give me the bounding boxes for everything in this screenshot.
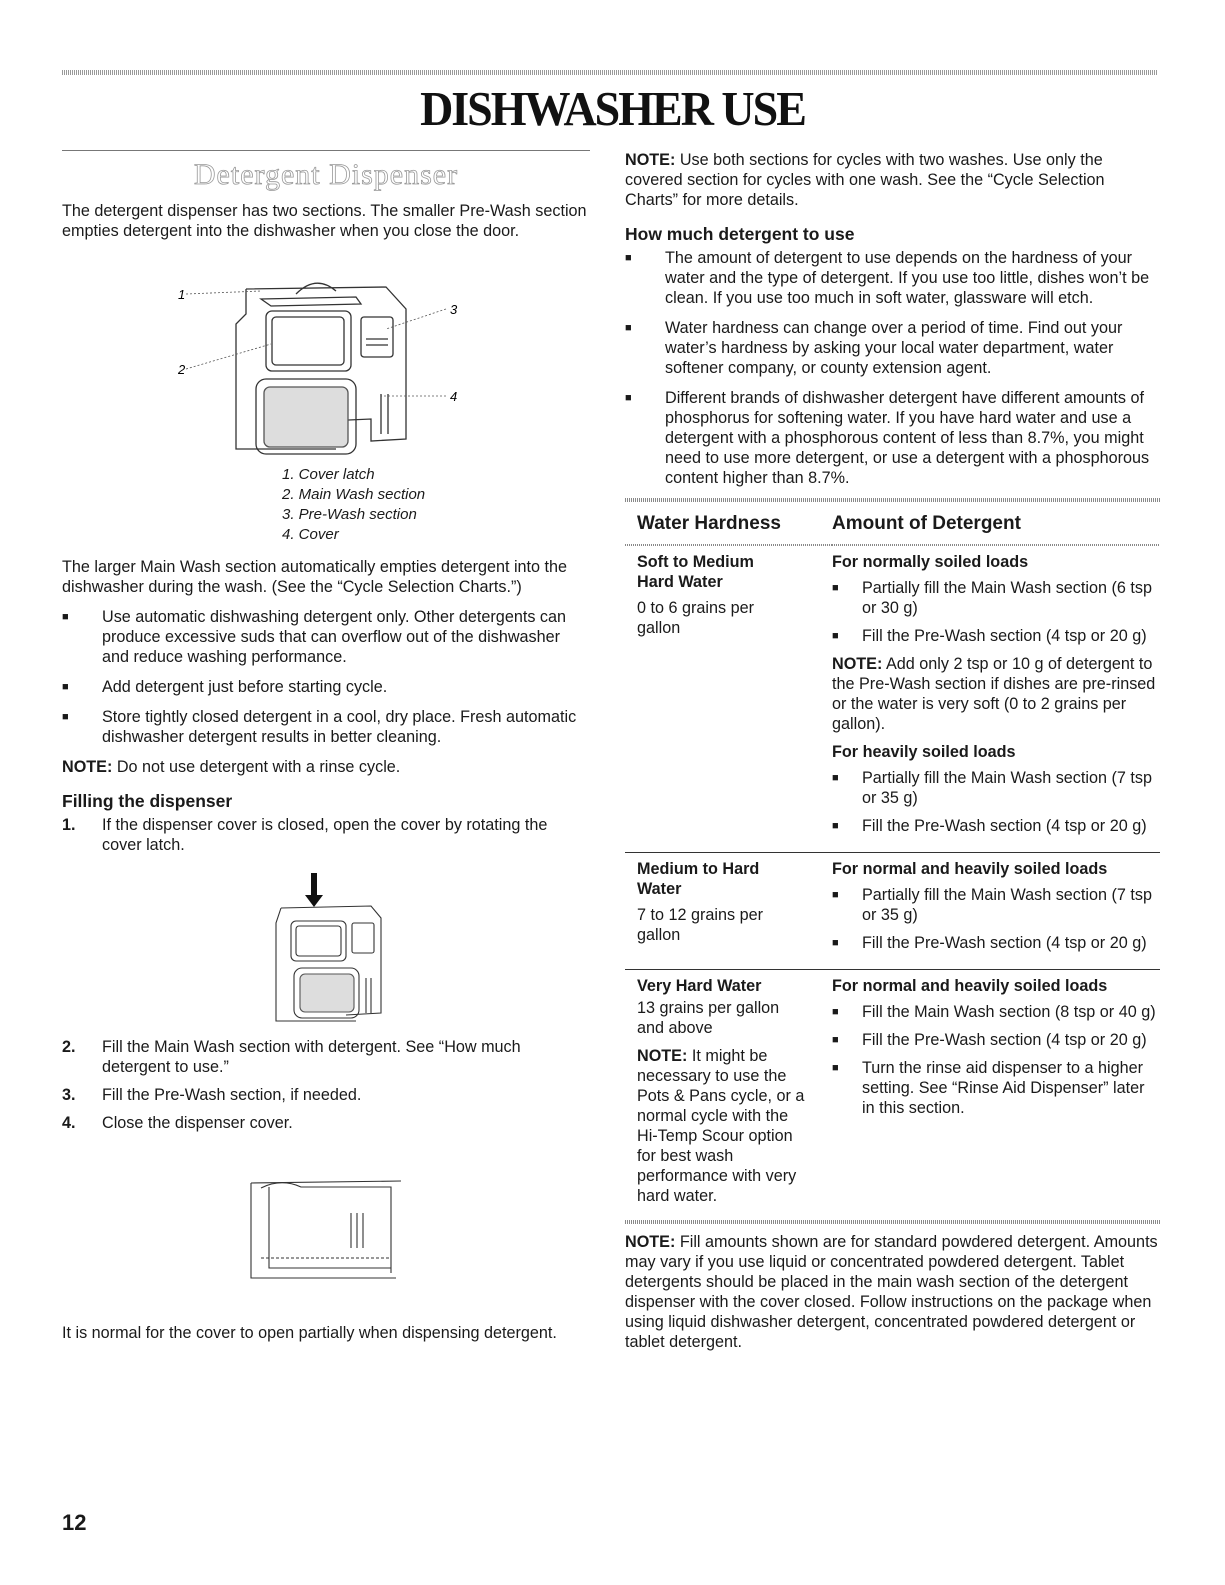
list-item: ■ Use automatic dishwashing detergent only. Other detergents can produce excessive suds that can overflow out of the dishwasher and reduce washing performance.	[62, 607, 590, 667]
table-row	[625, 970, 1160, 1215]
load-heading: For heavily soiled loads	[832, 743, 1016, 761]
step-1	[62, 815, 590, 855]
table-row	[625, 853, 1160, 970]
step-text: If the dispenser cover is closed, open the cover by rotating the cover latch.	[102, 816, 548, 854]
note-text: Do not use detergent with a rinse cycle.	[112, 758, 401, 776]
caption-item: 1. Cover latch	[282, 466, 375, 483]
step-number: 4.	[62, 1114, 76, 1132]
list-item: ■ Partially fill the Main Wash section (7 tsp or 35 g)	[832, 768, 1160, 808]
list-item: ■ Partially fill the Main Wash section (7 tsp or 35 g)	[832, 885, 1160, 925]
sections-note	[625, 150, 1160, 210]
amount-list	[832, 768, 1160, 836]
note-label: NOTE:	[62, 758, 113, 776]
open-cover-diagram	[256, 873, 396, 1023]
note-label: NOTE:	[625, 1233, 676, 1251]
step-number: 1.	[62, 816, 76, 834]
list-item: ■ The amount of detergent to use depends on the hardness of your water and the type of detergent. If you use too little, dishes won’t be clean. If you use too much in soft water, glassware will etch.	[625, 248, 1160, 308]
main-wash-paragraph: The larger Main Wash section automatically empties detergent into the dishwasher during the wash. (See the “Cycle Selection Charts.”)	[62, 558, 568, 596]
page-title: DISHWASHER USE	[420, 81, 805, 136]
right-column	[625, 150, 1160, 1362]
load-heading: For normally soiled loads	[832, 553, 1029, 571]
amount-list	[832, 1002, 1160, 1118]
grains-text: 13 grains per gallon and above	[637, 999, 780, 1037]
load-heading: For normal and heavily soiled loads	[832, 977, 1108, 995]
how-much-bullets	[625, 248, 1160, 488]
list-item: ■ Add detergent just before starting cycle.	[62, 677, 590, 697]
note-text: Use both sections for cycles with two washes. Use only the covered section for cycles with one wash. See the “Cycle Selection Charts” for more details.	[625, 151, 1105, 209]
grains-text: 0 to 6 grains per gallon	[637, 599, 754, 637]
prerinse-note	[832, 654, 1160, 734]
left-column	[62, 150, 590, 1353]
note-text: Fill amounts shown are for standard powdered detergent. Amounts may vary if you use liquid or concentrated powdered detergent. Tablet detergents should be placed in the main wash section of the detergent dispenser with the cover closed. Follow instructions on the package when using liquid dishwasher detergent, concentrated powdered detergent or tablet detergent.	[625, 1233, 1158, 1351]
closing-paragraph: It is normal for the cover to open partially when dispensing detergent.	[62, 1324, 557, 1342]
list-item: ■ Store tightly closed detergent in a cool, dry place. Fresh automatic dishwasher detergent results in better cleaning.	[62, 707, 590, 747]
callout-3: 3	[450, 302, 458, 317]
list-item: ■ Fill the Main Wash section (8 tsp or 40 g)	[832, 1002, 1160, 1022]
callout-2: 2	[178, 362, 186, 377]
open-cover-illustration	[256, 873, 396, 1023]
step-4	[62, 1113, 590, 1133]
table-top-rule	[625, 498, 1160, 502]
hardness-label: Soft to Medium Hard Water	[637, 553, 754, 591]
figure-caption	[282, 465, 590, 545]
closed-cover-diagram	[241, 1173, 411, 1293]
hardness-label: Very Hard Water	[637, 977, 762, 995]
list-item: ■ Fill the Pre-Wash section (4 tsp or 20 g)	[832, 626, 1160, 646]
intro-paragraph: The detergent dispenser has two sections. The smaller Pre-Wash section empties detergent into the dishwasher when you close the door.	[62, 202, 587, 240]
very-hard-note	[637, 1046, 812, 1206]
how-much-heading: How much detergent to use	[625, 224, 855, 244]
list-item: ■ Partially fill the Main Wash section (6 tsp or 30 g)	[832, 578, 1160, 618]
dispenser-diagram	[176, 269, 476, 459]
note-text: Add only 2 tsp or 10 g of detergent to the Pre-Wash section if dishes are pre-rinsed or the water is very soft (0 to 2 grains per gallon).	[832, 655, 1156, 733]
callout-1: 1	[178, 287, 186, 302]
dispenser-illustration	[176, 269, 476, 459]
water-hardness-table	[625, 508, 1160, 1214]
filling-steps-continued	[62, 1037, 590, 1133]
list-item: ■ Water hardness can change over a period of time. Find out your water’s hardness by asking your local water department, water softener company, or county extension agent.	[625, 318, 1160, 378]
load-heading: For normal and heavily soiled loads	[832, 860, 1108, 878]
amount-list	[832, 885, 1160, 953]
filling-steps	[62, 815, 590, 855]
closed-cover-illustration	[241, 1173, 411, 1293]
grains-text: 7 to 12 grains per gallon	[637, 906, 763, 944]
hardness-label: Medium to Hard Water	[637, 860, 760, 898]
list-item: ■ Fill the Pre-Wash section (4 tsp or 20 g)	[832, 816, 1160, 836]
header-amount-of-detergent: Amount of Detergent	[832, 513, 1021, 534]
step-text: Fill the Pre-Wash section, if needed.	[102, 1086, 362, 1104]
caption-item: 3. Pre-Wash section	[282, 506, 417, 523]
list-item: ■ Turn the rinse aid dispenser to a higher setting. See “Rinse Aid Dispenser” later in this section.	[832, 1058, 1160, 1118]
section-title: Detergent Dispenser	[193, 158, 459, 191]
step-text: Fill the Main Wash section with detergent. See “How much detergent to use.”	[102, 1038, 521, 1076]
note-text: It might be necessary to use the Pots & Pans cycle, or a normal cycle with the Hi-Temp Scour option for best wash performance with very hard water.	[637, 1047, 805, 1205]
section-rule	[62, 150, 590, 151]
list-item: ■ Different brands of dishwasher detergent have different amounts of phosphorus for softening water. If you have hard water and use a detergent with a phosphorous content of less than 8.7%, you might need to use more detergent, or use a detergent with a phosphorous content higher than 8.7%.	[625, 388, 1160, 488]
caption-item: 4. Cover	[282, 526, 339, 543]
step-number: 3.	[62, 1086, 76, 1104]
filling-heading: Filling the dispenser	[62, 791, 233, 811]
detergent-bullets	[62, 607, 590, 747]
step-text: Close the dispenser cover.	[102, 1114, 293, 1132]
amount-list	[832, 578, 1160, 646]
list-item: ■ Fill the Pre-Wash section (4 tsp or 20 g)	[832, 1030, 1160, 1050]
note-label: NOTE:	[625, 151, 676, 169]
step-2	[62, 1037, 590, 1077]
arrow-down-icon	[305, 873, 323, 907]
note-label: NOTE:	[832, 655, 883, 673]
note-label: NOTE:	[637, 1047, 688, 1065]
callout-4: 4	[450, 389, 458, 404]
header-water-hardness: Water Hardness	[637, 513, 781, 534]
page-number: 12	[62, 1510, 87, 1535]
caption-item: 2. Main Wash section	[282, 486, 426, 503]
rinse-note	[62, 757, 590, 777]
step-3	[62, 1085, 590, 1105]
top-dotted-rule	[62, 70, 1157, 75]
final-note	[625, 1232, 1160, 1352]
table-bottom-rule	[625, 1220, 1160, 1224]
table-header-row	[625, 508, 1160, 544]
step-number: 2.	[62, 1038, 76, 1056]
list-item: ■ Fill the Pre-Wash section (4 tsp or 20 g)	[832, 933, 1160, 953]
table-row	[625, 544, 1160, 853]
